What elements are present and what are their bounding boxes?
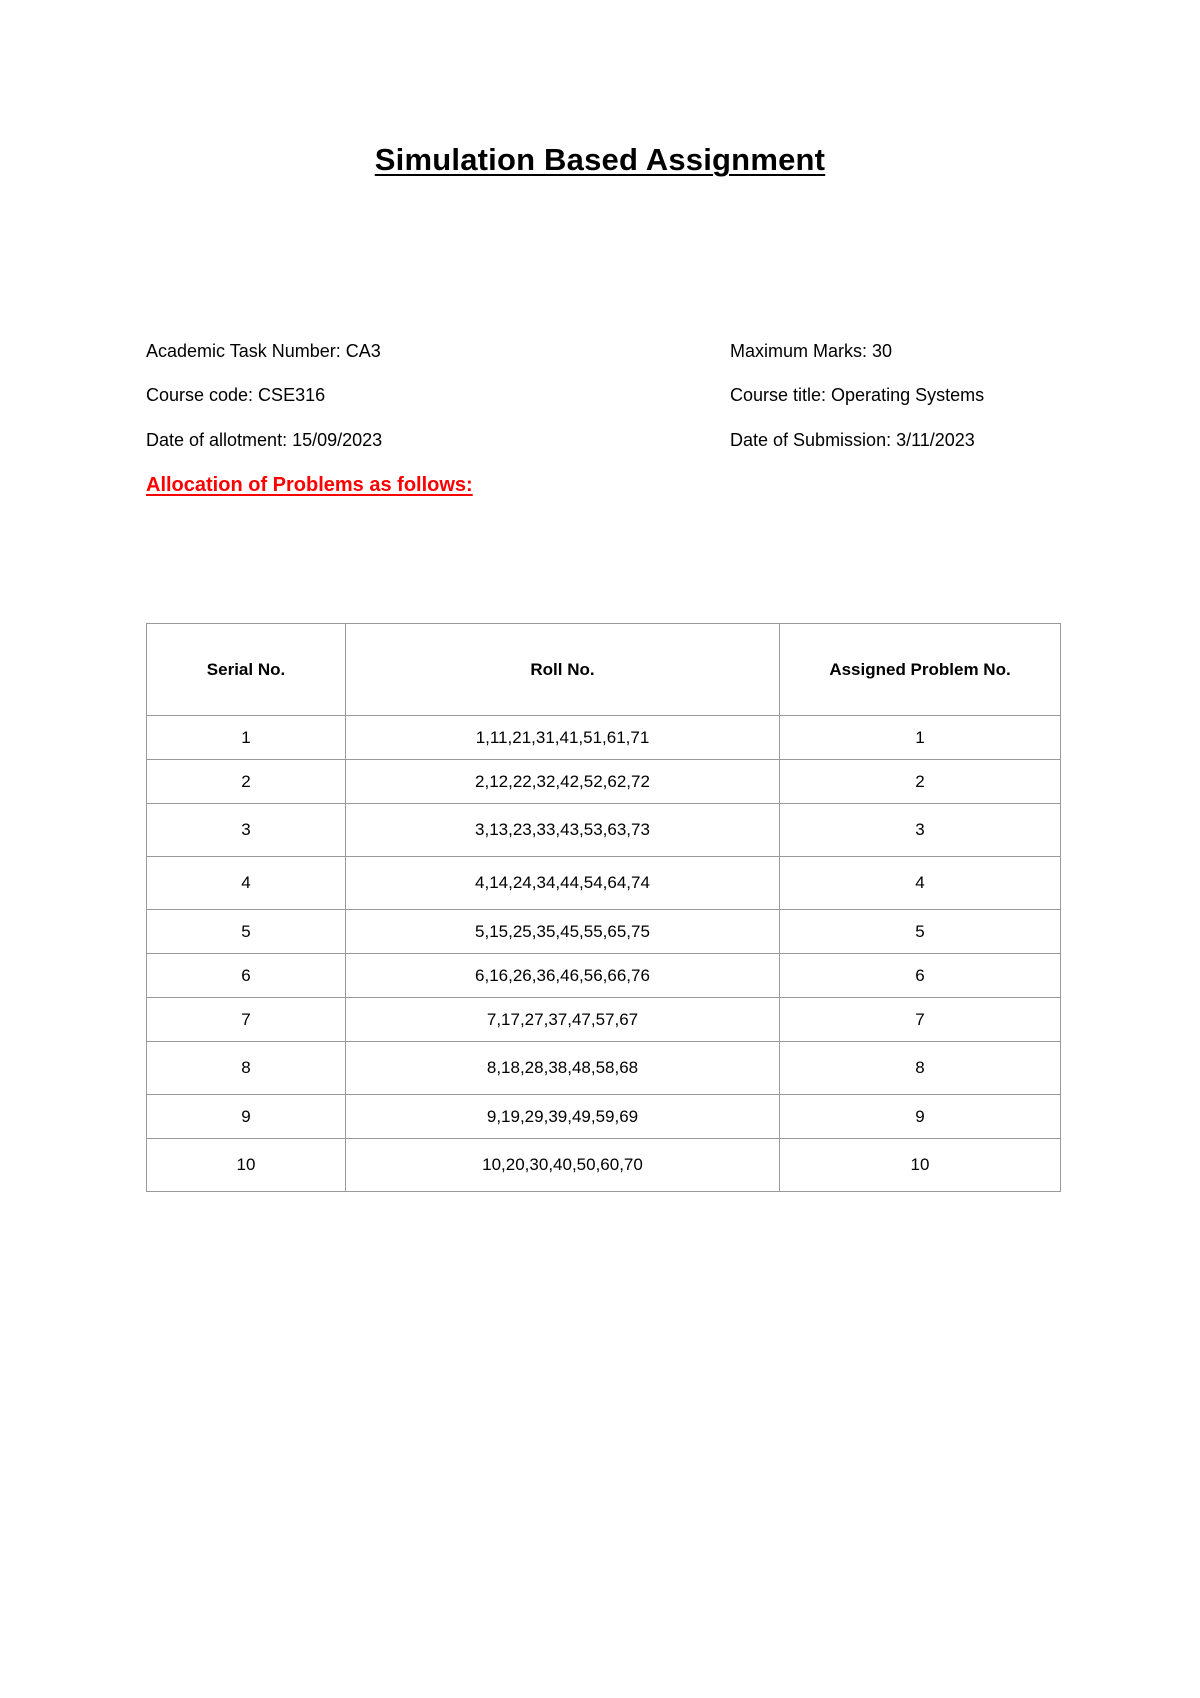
- roll-cell: 10,20,30,40,50,60,70: [346, 1139, 780, 1192]
- problem-cell: 2: [780, 760, 1061, 804]
- roll-cell: 1,11,21,31,41,51,61,71: [346, 716, 780, 760]
- roll-cell: 5,15,25,35,45,55,65,75: [346, 910, 780, 954]
- document-title: Simulation Based Assignment: [374, 142, 826, 177]
- course-code: Course code: CSE316: [146, 385, 326, 405]
- serial-cell: 2: [147, 760, 346, 804]
- maximum-marks: Maximum Marks: 30: [730, 341, 893, 361]
- problem-cell: 1: [780, 716, 1061, 760]
- problem-cell: 3: [780, 804, 1061, 857]
- roll-cell: 4,14,24,34,44,54,64,74: [346, 857, 780, 910]
- table-row: [147, 857, 1061, 910]
- problem-cell: 6: [780, 954, 1061, 998]
- table-row: [147, 998, 1061, 1042]
- table-row: [147, 804, 1061, 857]
- table-row: [147, 760, 1061, 804]
- roll-cell: 8,18,28,38,48,58,68: [346, 1042, 780, 1095]
- problem-cell: 7: [780, 998, 1061, 1042]
- table-row: [147, 954, 1061, 998]
- serial-cell: 6: [147, 954, 346, 998]
- table-row: [147, 1095, 1061, 1139]
- serial-cell: 7: [147, 998, 346, 1042]
- serial-cell: 3: [147, 804, 346, 857]
- serial-cell: 4: [147, 857, 346, 910]
- table-row: [147, 716, 1061, 760]
- serial-cell: 8: [147, 1042, 346, 1095]
- table-row: [147, 1139, 1061, 1192]
- serial-cell: 5: [147, 910, 346, 954]
- submission-date: Date of Submission: 3/11/2023: [730, 430, 975, 450]
- task-number: Academic Task Number: CA3: [146, 341, 381, 361]
- roll-cell: 7,17,27,37,47,57,67: [346, 998, 780, 1042]
- roll-cell: 9,19,29,39,49,59,69: [346, 1095, 780, 1139]
- header-assigned-problem: Assigned Problem No.: [780, 624, 1061, 716]
- problem-cell: 5: [780, 910, 1061, 954]
- header-serial-no: Serial No.: [147, 624, 346, 716]
- serial-cell: 1: [147, 716, 346, 760]
- problem-cell: 10: [780, 1139, 1061, 1192]
- allotment-date: Date of allotment: 15/09/2023: [146, 430, 383, 450]
- roll-cell: 6,16,26,36,46,56,66,76: [346, 954, 780, 998]
- table-row: [147, 910, 1061, 954]
- table-header-row: [147, 624, 1061, 716]
- allocation-table: [146, 623, 1061, 1192]
- problem-cell: 9: [780, 1095, 1061, 1139]
- course-title: Course title: Operating Systems: [730, 385, 985, 405]
- allocation-heading: Allocation of Problems as follows:: [146, 474, 473, 496]
- problem-cell: 8: [780, 1042, 1061, 1095]
- serial-cell: 9: [147, 1095, 346, 1139]
- roll-cell: 2,12,22,32,42,52,62,72: [346, 760, 780, 804]
- table-row: [147, 1042, 1061, 1095]
- header-roll-no: Roll No.: [346, 624, 780, 716]
- roll-cell: 3,13,23,33,43,53,63,73: [346, 804, 780, 857]
- serial-cell: 10: [147, 1139, 346, 1192]
- problem-cell: 4: [780, 857, 1061, 910]
